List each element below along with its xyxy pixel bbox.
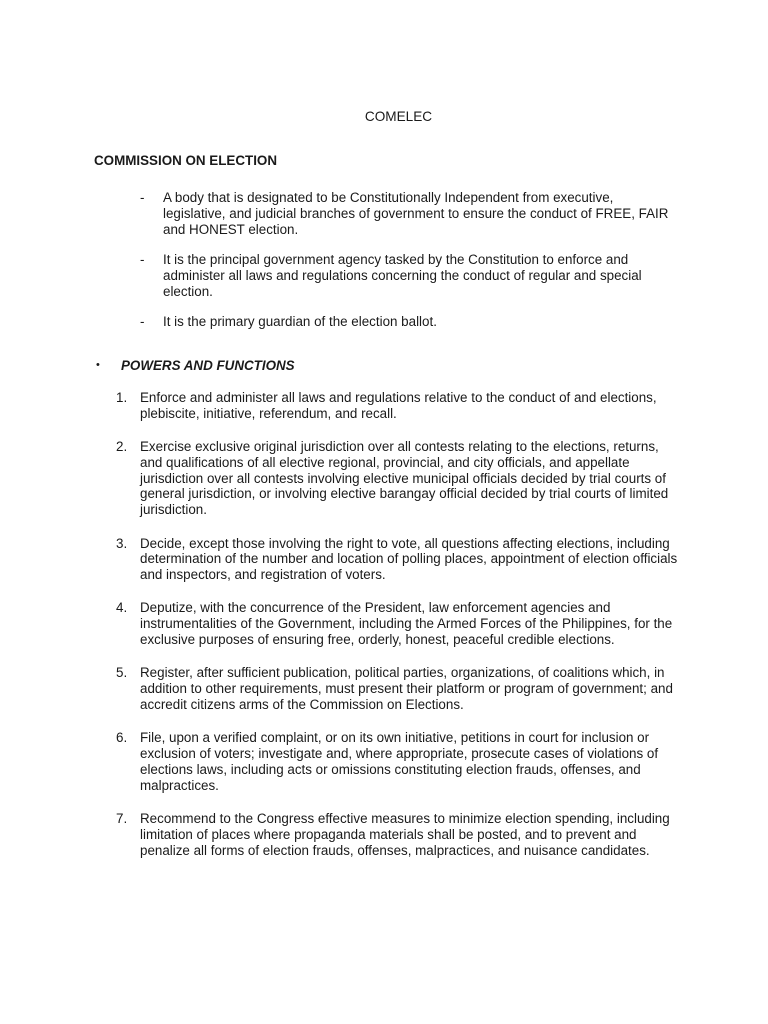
powers-item (0, 439, 768, 518)
section-heading: COMMISSION ON ELECTION (94, 153, 278, 168)
item-number: 2. (116, 439, 128, 455)
item-number: 3. (116, 535, 128, 551)
powers-item-text: Decide, except those involving the right to vote, all questions affecting elections, including determination of the number and location of polling places, appointment of election officials and inspectors, and registration of voters. (140, 535, 678, 583)
powers-heading-label: POWERS AND FUNCTIONS (121, 358, 295, 373)
powers-item-text: Register, after sufficient publication, political parties, organizations, of coalitions which, in addition to other requirements, must present their platform or program of government; and accredit citizens arms of the Commission on Elections. (140, 665, 673, 712)
bullet-icon: • (96, 359, 100, 371)
powers-item (0, 600, 768, 647)
powers-item-text: Deputize, with the concurrence of the President, law enforcement agencies and instrumentalities of the Government, including the Armed Forces of the Philippines, for the exclusive purposes of ensuring free, orderly, honest, peaceful credible elections. (140, 600, 673, 648)
powers-item-text: Recommend to the Congress effective measures to minimize election spending, including limitation of places where propaganda materials shall be posted, and to prevent and penalize all forms of election frauds, offenses, malpractices, and nuisance candidates. (140, 810, 670, 858)
definition-list (0, 190, 768, 344)
definition-item (0, 190, 768, 237)
item-number: 1. (116, 390, 128, 405)
dash-marker: - (140, 251, 145, 267)
powers-item (0, 536, 768, 583)
definition-item (0, 314, 768, 330)
powers-item (0, 811, 768, 858)
item-number: 6. (116, 730, 128, 746)
powers-item-text: File, upon a verified complaint, or on its own initiative, petitions in court for inclusion or exclusion of voters; investigate and, where appropriate, prosecute cases of violations of elections laws, including acts or omissions constituting election frauds, offenses, and malpractices. (140, 730, 659, 793)
powers-item (0, 730, 768, 793)
powers-list (0, 390, 768, 876)
powers-item-text: Exercise exclusive original jurisdiction over all contests relating to the elections, returns, and qualifications of all elective regional, provincial, and city officials, and appellate jurisdiction over all contests involving elective municipal officials decided by trial courts of general jurisdiction, or involving elective barangay official decided by trial courts of limited jurisdiction. (140, 439, 669, 518)
powers-item (0, 665, 768, 712)
powers-item (0, 390, 768, 422)
definition-text: A body that is designated to be Constitutionally Independent from executive, legislative, and judicial branches of government to ensure the conduct of FREE, FAIR and HONEST election. (163, 190, 669, 237)
powers-item-text: Enforce and administer all laws and regulations relative to the conduct of and elections, plebiscite, initiative, referendum, and recall. (140, 390, 657, 421)
item-number: 7. (116, 810, 128, 826)
dash-marker: - (140, 313, 145, 329)
item-number: 4. (116, 600, 128, 616)
definition-item (0, 252, 768, 299)
item-number: 5. (116, 665, 128, 681)
document-title: COMELEC (364, 109, 433, 124)
definition-text: It is the principal government agency tasked by the Constitution to enforce and administer all laws and regulations concerning the conduct of regular and special election. (163, 251, 642, 299)
dash-marker: - (140, 190, 145, 205)
definition-text: It is the primary guardian of the election ballot. (163, 313, 437, 329)
